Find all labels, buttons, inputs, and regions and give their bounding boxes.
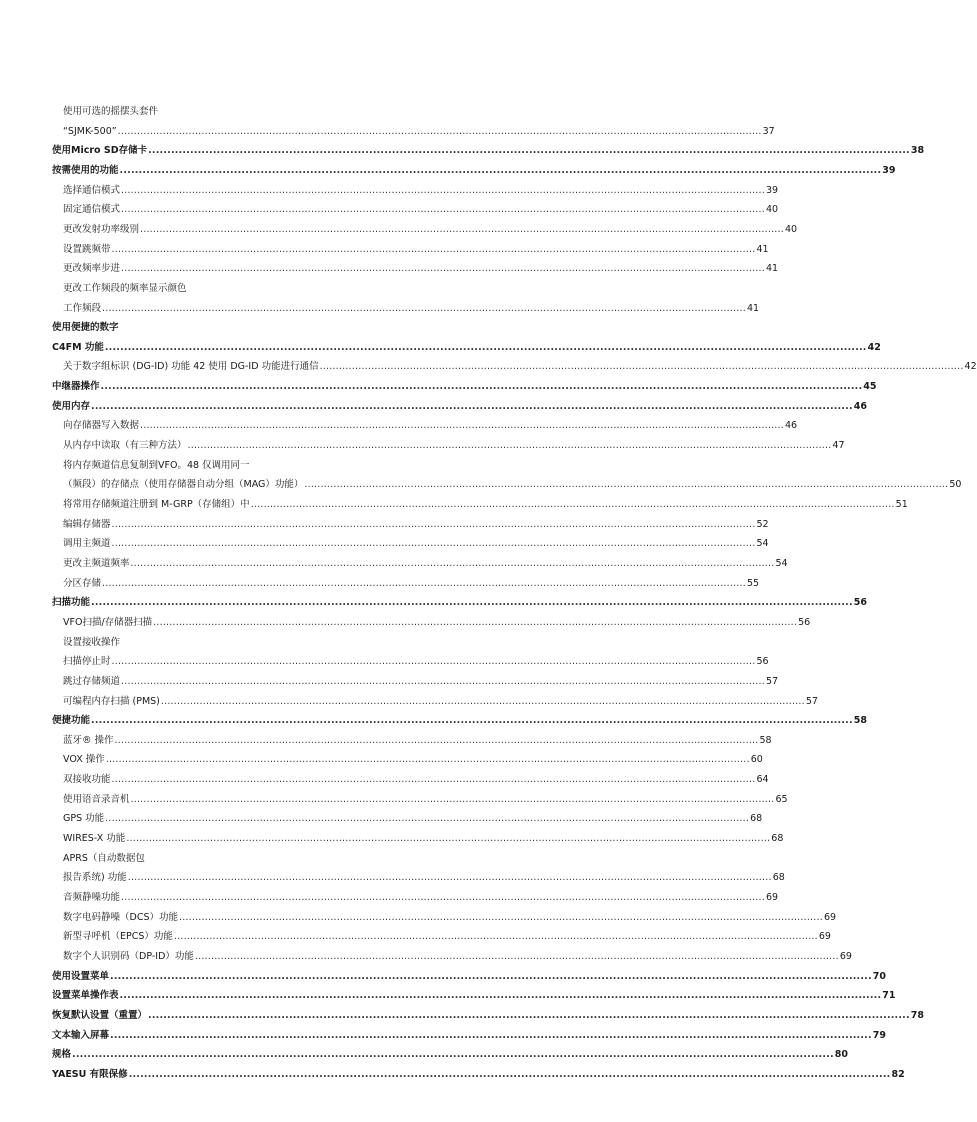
toc-entry-title: VFO扫描/存储器扫描 (63, 616, 153, 628)
toc-entry[interactable] (52, 159, 896, 177)
toc-page-number: 78 (910, 1009, 925, 1021)
toc-page-number: 68 (772, 872, 785, 884)
toc-entry[interactable] (63, 218, 798, 236)
toc-entry[interactable] (63, 866, 785, 884)
toc-entry[interactable] (63, 198, 779, 216)
toc-page-number: 70 (872, 970, 887, 982)
toc-entry[interactable] (63, 670, 779, 688)
toc-page-number: 57 (765, 675, 779, 687)
toc-page-number: 79 (872, 1029, 887, 1041)
toc-entry-title: 数字个人识别码（DP-ID）功能 (63, 950, 194, 962)
toc-page-number: 82 (891, 1068, 905, 1080)
toc-leader-dots: ........................................................................................................................................................................................................ (127, 872, 772, 884)
toc-entry-title: YAESU 有限保修 (52, 1068, 128, 1080)
toc-leader-dots: ........................................................................................................................................................................................................ (100, 381, 863, 393)
toc-leader-dots: ........................................................................................................................................................................................................ (148, 145, 910, 157)
toc-leader-dots: ........................................................................................................................................................................................................ (72, 1049, 834, 1061)
toc-leader-dots: ........................................................................................................................................................................................................ (126, 833, 771, 845)
toc-leader-dots: ........................................................................................................................................................................................................ (319, 361, 964, 373)
toc-entry[interactable] (63, 945, 852, 963)
toc-leader-dots: ........................................................................................................................................................................................................ (121, 263, 765, 275)
toc-leader-dots: ........................................................................................................................................................................................................ (121, 184, 765, 196)
toc-entry-title: 设置跳频带 (63, 243, 111, 255)
toc-entry-title: 按需使用的功能 (52, 164, 119, 176)
toc-entry-title: 便捷功能 (52, 715, 91, 727)
toc-entry[interactable] (63, 473, 962, 491)
toc-entry-title: 可编程内存扫描 (PMS) (63, 695, 160, 707)
toc-page-number: 40 (784, 223, 798, 235)
toc-page-number: 56 (756, 656, 769, 668)
toc-leader-dots: ........................................................................................................................................................................................................ (178, 911, 823, 923)
toc-entry-title: 将常用存储频道注册到 M-GRP（存储组）中 (63, 499, 250, 510)
toc-leader-dots: ........................................................................................................................................................................................................ (121, 892, 765, 903)
toc-page-number: 38 (910, 145, 925, 157)
toc-entry-title: 报告系统) 功能 (63, 872, 127, 884)
toc-entry-title: 固定通信模式 (63, 204, 121, 216)
toc-entry[interactable] (63, 925, 831, 943)
toc-entry-title: 蓝牙® 操作 (63, 734, 114, 746)
toc-entry-title: 更改发射功率级别 (63, 223, 140, 235)
toc-page-number: 69 (839, 950, 852, 962)
toc-page-number: 68 (771, 833, 784, 845)
toc-page-number: 56 (798, 616, 811, 628)
toc-entry-title: 工作频段 (63, 302, 102, 314)
toc-entry-title: 使用可选的摇摆头套件 (63, 106, 159, 117)
toc-entry[interactable] (63, 454, 368, 472)
toc-entry[interactable] (63, 414, 798, 432)
toc-entry-title: 中继器操作 (52, 381, 100, 393)
toc-page-number: 80 (834, 1049, 849, 1061)
toc-leader-dots: ........................................................................................................................................................................................................ (105, 813, 750, 825)
toc-entry[interactable] (63, 847, 368, 865)
toc-leader-dots: ........................................................................................................................................................................................................ (104, 341, 867, 353)
toc-page-number: 69 (818, 931, 831, 943)
toc-entry-title: 恢复默认设置（重置） (52, 1009, 148, 1021)
toc-entry[interactable] (52, 395, 868, 413)
toc-entry[interactable] (63, 768, 769, 786)
toc-page-number: 64 (756, 774, 769, 786)
toc-entry-title: 使用内存 (52, 400, 91, 412)
toc-page-number: 41 (765, 263, 779, 275)
toc-entry[interactable] (52, 591, 868, 609)
toc-entry[interactable] (63, 355, 977, 373)
toc-entry-title: 向存储器写入数据 (63, 420, 140, 432)
toc-entry-title: 规格 (52, 1049, 72, 1061)
toc-leader-dots: ........................................................................................................................................................................................................ (117, 125, 762, 137)
toc-page-number: 46 (853, 400, 868, 412)
toc-entry-title: 调用主频道 (63, 538, 111, 550)
toc-entry-title: 扫描停止时 (63, 656, 111, 668)
toc-entry[interactable] (52, 1063, 905, 1081)
toc-leader-dots: ........................................................................................................................................................................................................ (111, 656, 756, 668)
toc-page-number: 57 (805, 695, 818, 707)
toc-entry[interactable] (52, 336, 881, 354)
toc-page-number: 69 (765, 892, 779, 903)
toc-page-number: 42 (867, 341, 881, 353)
toc-entry-title: 使用语音录音机 (63, 793, 130, 805)
toc-entry[interactable] (63, 572, 760, 590)
toc-entry[interactable] (63, 532, 769, 550)
toc-leader-dots: ........................................................................................................................................................................................................ (102, 302, 746, 314)
toc-page-number: 39 (765, 184, 779, 196)
toc-entry[interactable] (52, 1024, 887, 1042)
toc-leader-dots: ........................................................................................................................................................................................................ (91, 597, 853, 609)
toc-entry-title: C4FM 功能 (52, 341, 104, 353)
toc-page-number: 54 (756, 538, 769, 550)
toc-entry-title: APRS（自动数据包 (63, 852, 145, 864)
toc-page-number: 55 (746, 577, 760, 589)
toc-page-number: 45 (863, 381, 877, 393)
toc-entry[interactable] (52, 139, 925, 157)
toc-entry[interactable] (63, 788, 788, 806)
toc-leader-dots: ........................................................................................................................................................................................................ (148, 1009, 910, 1021)
toc-entry[interactable] (52, 375, 877, 393)
toc-leader-dots: ........................................................................................................................................................................................................ (140, 223, 784, 235)
toc-page-number: 71 (882, 990, 896, 1002)
toc-entry[interactable] (63, 434, 845, 452)
toc-page-number: 39 (882, 164, 896, 176)
toc-entry-title: 设置接收操作 (63, 636, 121, 648)
toc-entry-title: 文本输入屏幕 (52, 1029, 110, 1041)
toc-entry-title: 编辑存储器 (63, 518, 111, 530)
toc-entry-title: 关于数字组标识 (DG-ID) 功能 42 使用 DG-ID 功能进行通信 (63, 361, 319, 373)
toc-leader-dots: ........................................................................................................................................................................................................ (121, 204, 765, 216)
toc-leader-dots: ........................................................................................................................................................................................................ (110, 970, 872, 982)
toc-entry-title: 新型寻呼机（EPCS）功能 (63, 931, 173, 943)
toc-entry[interactable] (52, 965, 887, 983)
toc-page-number: 37 (762, 125, 775, 137)
toc-entry-title: 使用便捷的数字 (52, 322, 119, 334)
toc-leader-dots: ........................................................................................................................................................................................................ (111, 518, 756, 530)
toc-entry-title: 设置菜单操作表 (52, 990, 119, 1002)
toc-leader-dots: ........................................................................................................................................................................................................ (91, 715, 853, 727)
toc-page-number: 68 (750, 813, 763, 825)
toc-entry-title: GPS 功能 (63, 813, 105, 825)
toc-page-number: 52 (756, 518, 769, 530)
toc-entry-title: 更改主频道频率 (63, 557, 130, 569)
toc-entry-title: 数字电码静噪（DCS）功能 (63, 911, 178, 923)
toc-entry-title: 音频静噪功能 (63, 892, 121, 903)
toc-leader-dots: ........................................................................................................................................................................................................ (187, 440, 832, 452)
toc-entry-title: VOX 操作 (63, 754, 105, 766)
toc-entry[interactable] (52, 984, 896, 1002)
toc-page-number: 54 (775, 557, 788, 569)
toc-entry-title: 更改工作频段的频率显示颜色 (63, 282, 187, 294)
toc-leader-dots: ........................................................................................................................................................................................................ (111, 243, 756, 255)
toc-page-number: 51 (895, 499, 908, 510)
toc-entry[interactable] (52, 316, 368, 334)
toc-entry-title: “SJMK-500” (63, 125, 117, 137)
toc-page-number: 47 (832, 440, 845, 452)
toc-entry-title: WIRES-X 功能 (63, 833, 126, 845)
toc-entry[interactable] (63, 611, 811, 629)
toc-entry[interactable] (63, 277, 368, 295)
toc-entry[interactable] (63, 238, 769, 256)
toc-leader-dots: ........................................................................................................................................................................................................ (250, 499, 895, 510)
toc-entry[interactable] (52, 1043, 849, 1061)
toc-entry-title: 双接收功能 (63, 774, 111, 786)
toc-leader-dots: ........................................................................................................................................................................................................ (153, 616, 798, 628)
toc-entry-title: 跳过存储频道 (63, 675, 121, 687)
toc-entry-title: 从内存中读取（有三种方法） (63, 440, 187, 452)
toc-leader-dots: ........................................................................................................................................................................................................ (140, 420, 784, 432)
toc-leader-dots: ........................................................................................................................................................................................................ (114, 734, 759, 746)
toc-entry[interactable] (63, 257, 779, 275)
toc-leader-dots: ........................................................................................................................................................................................................ (160, 695, 805, 707)
toc-leader-dots: ........................................................................................................................................................................................................ (194, 950, 839, 962)
toc-entry-title: 更改频率步进 (63, 263, 121, 275)
toc-entry-title: 选择通信模式 (63, 184, 121, 196)
toc-leader-dots: ........................................................................................................................................................................................................ (105, 754, 750, 766)
toc-entry[interactable] (63, 179, 779, 197)
toc-leader-dots: ........................................................................................................................................................................................................ (119, 990, 882, 1002)
toc-leader-dots: ........................................................................................................................................................................................................ (130, 793, 775, 805)
toc-entry[interactable] (63, 120, 775, 138)
toc-leader-dots: ........................................................................................................................................................................................................ (304, 479, 949, 491)
toc-entry[interactable] (63, 297, 760, 315)
toc-page-number: 60 (750, 754, 763, 766)
toc-leader-dots: ........................................................................................................................................................................................................ (128, 1068, 891, 1080)
toc-page-number: 42 (964, 361, 977, 373)
toc-entry[interactable] (63, 748, 763, 766)
toc-page-number: 41 (756, 243, 769, 255)
toc-entry-title: 使用设置菜单 (52, 970, 110, 982)
toc-entry-title: 分区存储 (63, 577, 102, 589)
toc-entry[interactable] (52, 709, 868, 727)
toc-entry[interactable] (63, 827, 784, 845)
toc-leader-dots: ........................................................................................................................................................................................................ (121, 675, 765, 687)
toc-entry-title: 扫描功能 (52, 597, 91, 609)
toc-entry[interactable] (52, 1004, 925, 1022)
toc-entry[interactable] (63, 650, 769, 668)
toc-page-number: 65 (775, 793, 788, 805)
toc-entry[interactable] (63, 886, 779, 904)
toc-entry[interactable] (63, 552, 788, 570)
toc-page-number: 46 (784, 420, 798, 432)
toc-page-number: 58 (759, 734, 772, 746)
toc-entry[interactable] (63, 690, 818, 708)
toc-entry[interactable] (63, 100, 368, 118)
toc-entry[interactable] (63, 493, 908, 511)
toc-entry[interactable] (63, 729, 772, 747)
toc-entry-title: 使用Micro SD存储卡 (52, 145, 148, 157)
toc-page-number: 40 (765, 204, 779, 216)
toc-page-number: 56 (853, 597, 868, 609)
toc-entry[interactable] (63, 513, 769, 531)
toc-leader-dots: ........................................................................................................................................................................................................ (91, 400, 853, 412)
toc-leader-dots: ........................................................................................................................................................................................................ (119, 164, 882, 176)
toc-entry[interactable] (63, 631, 368, 649)
toc-leader-dots: ........................................................................................................................................................................................................ (102, 577, 746, 589)
toc-page-number: 50 (949, 479, 962, 491)
toc-leader-dots: ........................................................................................................................................................................................................ (130, 557, 775, 569)
toc-page-number: 41 (746, 302, 760, 314)
toc-entry[interactable] (63, 906, 837, 924)
toc-entry-title: （频段）的存储点（使用存储器自动分组（MAG）功能） (63, 479, 304, 491)
toc-leader-dots: ........................................................................................................................................................................................................ (173, 931, 818, 943)
toc-page-number: 69 (823, 911, 837, 923)
toc-leader-dots: ........................................................................................................................................................................................................ (110, 1029, 872, 1041)
toc-leader-dots: ........................................................................................................................................................................................................ (111, 538, 756, 550)
toc-entry-title: 将内存频道信息复制到VFO。48 仅调用同一 (63, 459, 250, 471)
toc-leader-dots: ........................................................................................................................................................................................................ (111, 774, 756, 786)
toc-page-number: 58 (853, 715, 868, 727)
toc-entry[interactable] (63, 807, 763, 825)
